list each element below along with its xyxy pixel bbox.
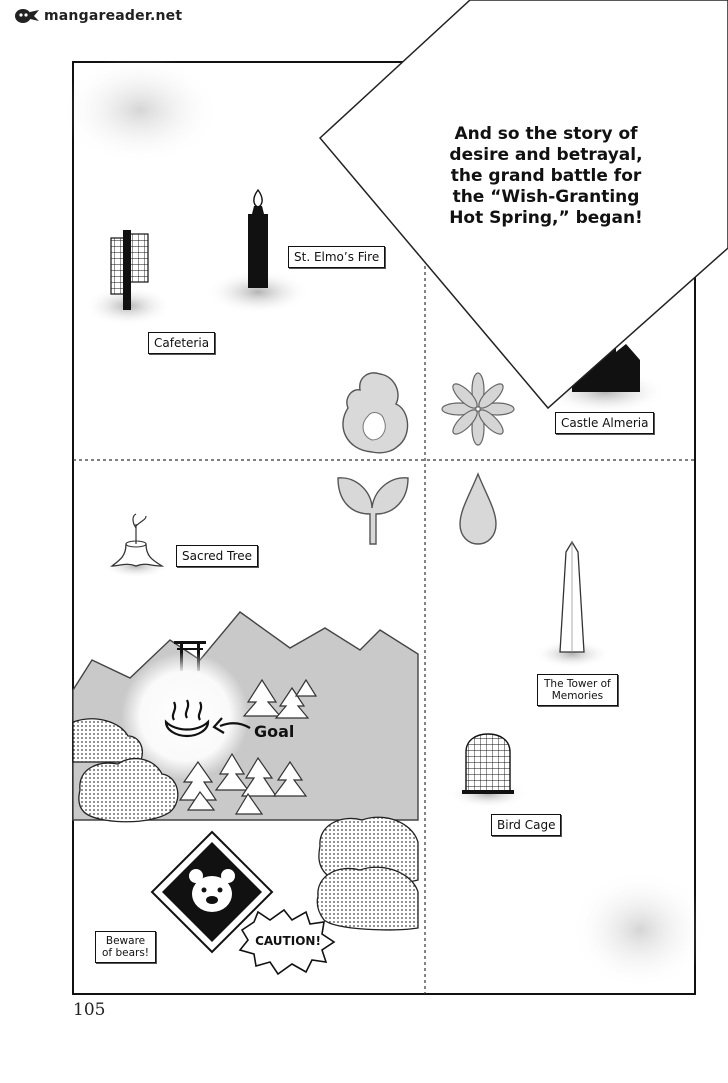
label-sacred-tree: Sacred Tree (176, 545, 258, 567)
label-tower-of-memories (537, 674, 618, 706)
label-cafeteria: Cafeteria (148, 332, 215, 354)
caution-label: CAUTION! (255, 934, 321, 948)
goal-label: Goal (254, 722, 295, 741)
beware-label-line1: Beware (105, 935, 146, 947)
page-number: 105 (73, 1000, 106, 1020)
narration-text: And so the story of desire and betrayal, the grand battle for the “Wish-Granting Hot Spring,” began! (449, 124, 643, 228)
label-castle-almeria: Castle Almeria (555, 412, 654, 434)
tower-label-line1: The Tower of (544, 678, 611, 690)
watermark-text: mangareader.net (44, 8, 183, 24)
beware-label-line2: of bears! (102, 947, 150, 959)
label-st-elmos-fire: St. Elmo’s Fire (288, 246, 385, 268)
tower-label-line2: Memories (551, 690, 604, 702)
label-bird-cage: Bird Cage (491, 814, 561, 836)
label-beware-bears (95, 931, 156, 963)
